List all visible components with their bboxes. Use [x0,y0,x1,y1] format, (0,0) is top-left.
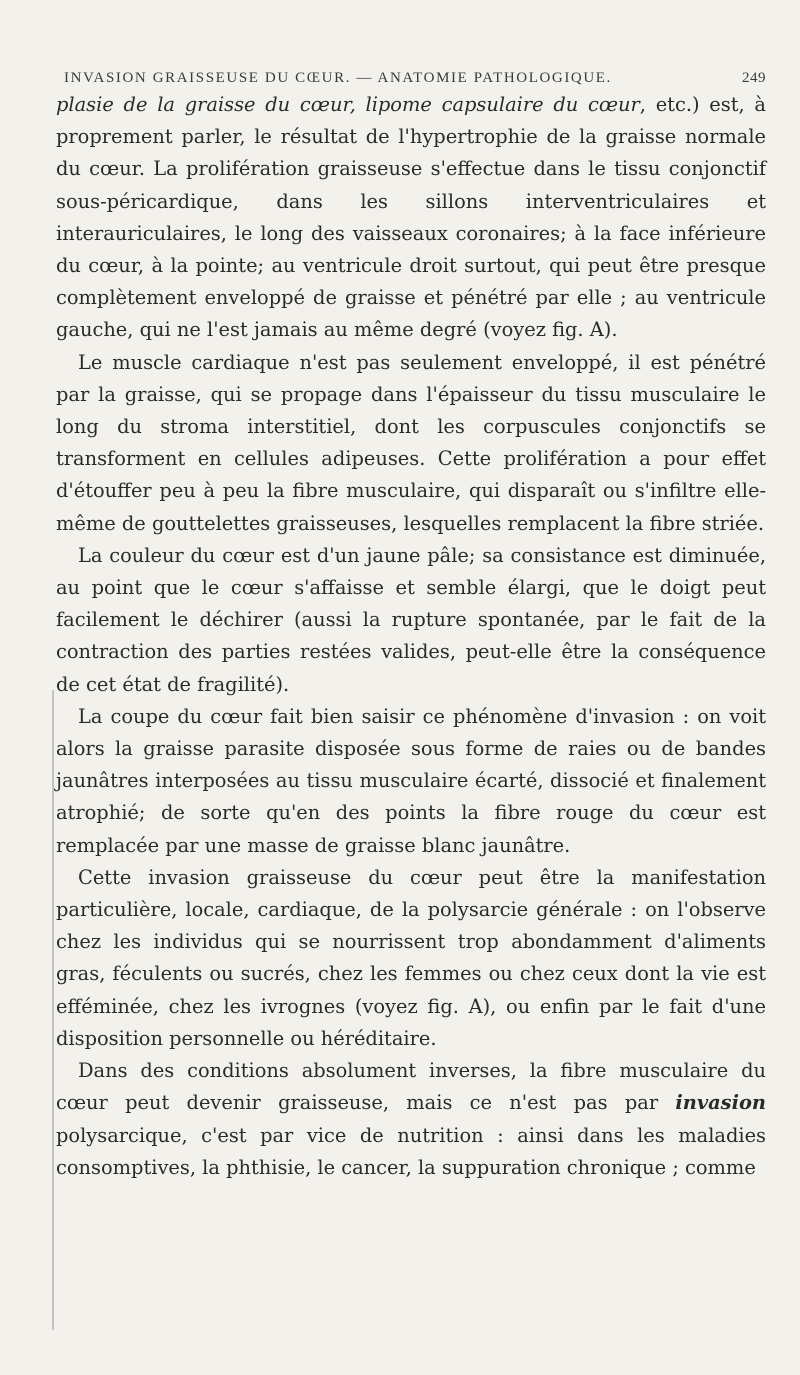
paragraph-continued [56,89,766,347]
italic-phrase: plasie de la graisse du cœur, lipome capsulaire du cœur [56,93,640,116]
paragraph [56,1055,766,1184]
paragraph [56,701,766,862]
body-text [56,89,766,1184]
paragraph [56,540,766,701]
book-page [56,70,766,1184]
text-run: La coupe du cœur fait bien saisir ce phénomène d'invasion : on voit alors la graisse parasite disposée sous forme de raies ou de bandes jaunâtres interposées au tissu musculaire écarté, dissocié et finalement atrophié; de sorte qu'en des points la fibre rouge du cœur est remplacée par une masse de graisse blanc jaunâtre. [56,704,766,857]
text-run: Le muscle cardiaque n'est pas seulement enveloppé, il est pénétré par la graisse, qui se propage dans l'épaisseur du tissu musculaire le long du stroma interstitiel, dont les corpuscules conjonctifs se transforment en cellules adipeuses. Cette prolifération a pour effet d'étouffer peu à peu la fibre musculaire, qui disparaît ou s'infiltre elle-même de gouttelettes graisseuses, lesquelles remplacent la fibre striée. [56,350,766,535]
page-number: 249 [742,70,766,86]
paragraph [56,862,766,1055]
text-run: La couleur du cœur est d'un jaune pâle; sa consistance est diminuée, au point que le cœur s'affaisse et semble élargi, que le doigt peut facilement le déchirer (aussi la rupture spontanée, par le fait de la contraction des parties restées valides, peut-elle être la conséquence de cet état de fragilité). [56,543,766,696]
emphasized-word: invasion [675,1091,766,1115]
running-head [64,70,766,87]
paragraph [56,347,766,540]
running-head-title: INVASION GRAISSEUSE DU CŒUR. — ANATOMIE PATHOLOGIQUE. [64,70,612,86]
text-run: polysarcique, c'est par vice de nutrition : ainsi dans les maladies consomptives, la phthisie, le cancer, la suppuration chronique ; comme [56,1123,766,1179]
text-run: Dans des conditions absolument inverses, la fibre musculaire du cœur peut devenir graisseuse, mais ce n'est pas par [56,1059,766,1115]
binding-shadow-line [52,690,54,1330]
text-run: , etc.) est, à proprement parler, le résultat de l'hypertrophie de la graisse normale du cœur. La prolifération graisseuse s'effectue dans le tissu conjonctif sous-péricardique, dans les sillons interventriculaires et interauriculaires, le long des vaisseaux coronaires; à la face inférieure du cœur, à la pointe; au ventricule droit surtout, qui peut être presque complètement enveloppé de graisse et pénétré par elle ; au ventricule gauche, qui ne l'est jamais au même degré (voyez fig. A). [56,93,766,342]
text-run: Cette invasion graisseuse du cœur peut être la manifestation particulière, locale, cardiaque, de la polysarcie générale : on l'observe chez les individus qui se nourrissent trop abondamment d'aliments gras, féculents ou sucrés, chez les femmes ou chez ceux dont la vie est efféminée, chez les ivrognes (voyez fig. A), ou enfin par le fait d'une disposition personnelle ou héréditaire. [56,865,766,1050]
